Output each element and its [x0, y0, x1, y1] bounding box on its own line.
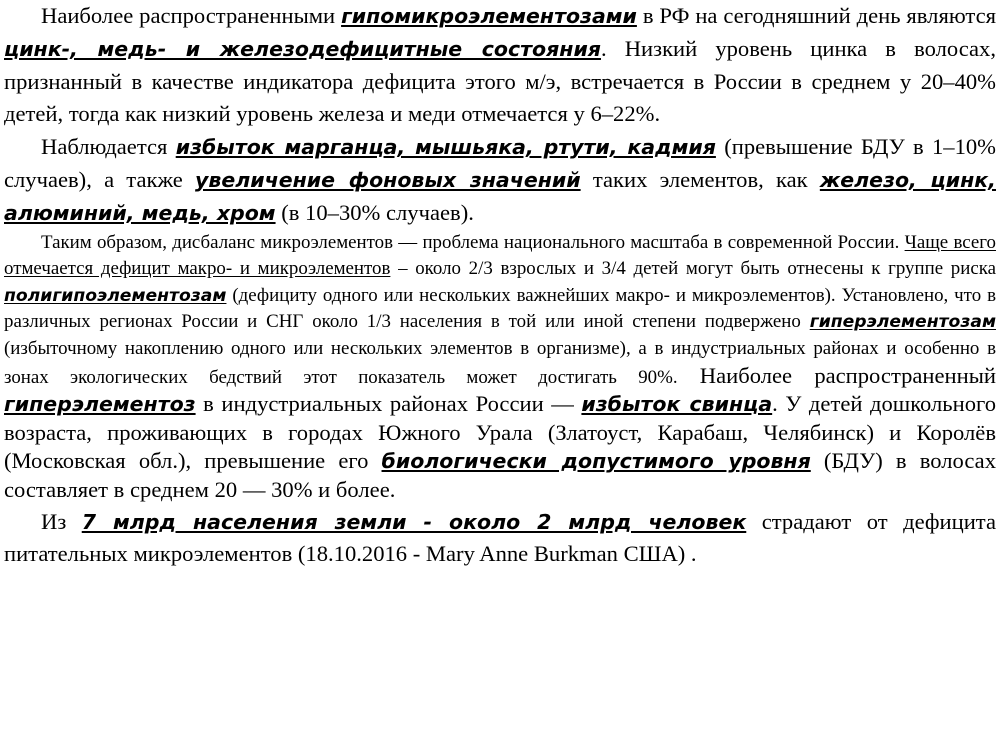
text: . Низкий уровень цинка в волосах, признанный в качестве индикатора дефицита этого м/э, встречается в России в среднем у 20–40% детей, тогда как низкий уровень железа и меди отмечается у 6–22%. — [4, 35, 997, 127]
text: . У детей дошкольного возраста, проживающих в городах Южного Урала (Златоуст, Карабаш, Челябинск) и Королёв (Московская обл.), превышение его — [4, 391, 997, 474]
highlight-term: увеличение фоновых значений — [195, 167, 581, 192]
paragraph-1 — [4, 0, 996, 131]
highlight-term: цинк-, медь- и железодефицитные состояния — [4, 36, 601, 61]
underlined-phrase: Чаще всего отмечается дефицит макро- и микроэлементов — [4, 231, 996, 280]
text: таких элементов, как — [580, 166, 820, 192]
highlight-term: 7 млрд населения земли - около 2 млрд человек — [81, 509, 747, 534]
text: Наблюдается — [41, 134, 176, 160]
text: (БДУ) в волосах составляет в среднем 20 — 30% и более. — [4, 448, 996, 502]
text: в РФ на сегодняшний день являются — [636, 3, 996, 28]
text: (в 10–30% случаев). — [275, 199, 474, 225]
text: Наиболее распространенный — [677, 362, 996, 388]
text: (превышение БДУ в 1–10% случаев), а также — [4, 134, 996, 192]
text: страдают от дефицита питательных микроэлементов (18.10.2016 - Mary Anne Burkman США) . — [4, 508, 996, 567]
text: (избыточному накоплению одного или нескольких элементов в организме), а в индустриальных районах и особенно в зонах экологических бедствий этот показатель может достигать 90%. — [4, 337, 996, 388]
text: (дефициту одного или нескольких важнейших макро- и микроэлементов). Установлено, что в различных регионах России и СНГ около 1/3 населения в той или иной степени подвержено — [4, 284, 996, 333]
highlight-term: гипомикроэлементозами — [341, 4, 637, 28]
text: – около 2/3 взрослых и 3/4 детей могут быть отнесены к группе риска — [390, 258, 996, 280]
paragraph-2 — [4, 131, 996, 229]
highlight-term: биологически допустимого уровня — [381, 449, 811, 474]
text: Из — [41, 508, 82, 534]
text: Таким образом, дисбаланс микроэлементов — проблема национального масштаба в современной России. — [41, 231, 905, 253]
highlight-term: гиперэлементоз — [4, 392, 196, 417]
text: в индустриальных районах России — — [195, 391, 582, 417]
text: Наиболее распространенными — [41, 3, 342, 28]
highlight-term: железо, цинк, алюминий, медь, хром — [4, 167, 996, 225]
highlight-term: гиперэлементозам — [809, 312, 996, 333]
paragraph-4 — [4, 506, 996, 572]
highlight-term: избыток свинца — [581, 392, 773, 417]
highlight-term: полигипоэлементозам — [4, 285, 227, 306]
highlight-term: избыток марганца, мышьяка, ртути, кадмия — [175, 135, 716, 160]
paragraph-3 — [4, 230, 996, 506]
